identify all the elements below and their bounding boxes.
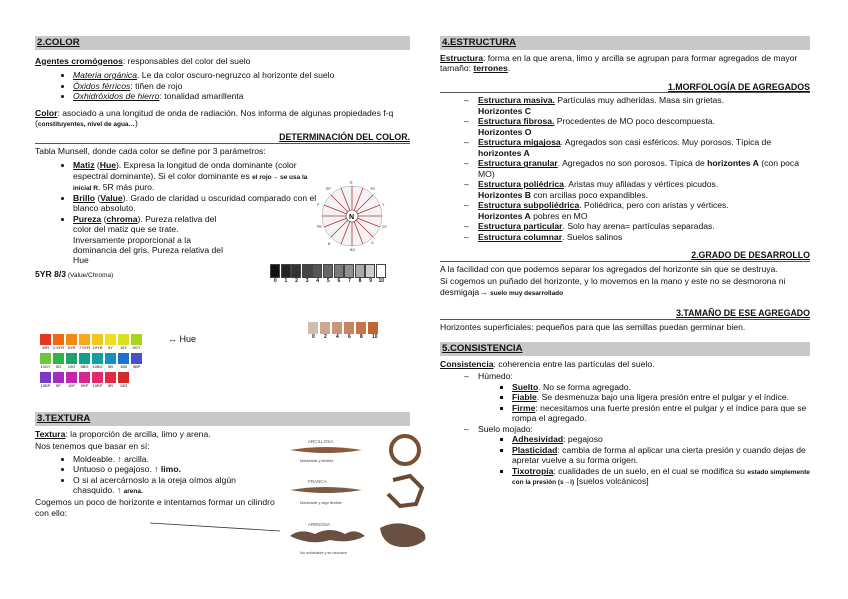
- wheel-letter: PB: [317, 225, 322, 229]
- chroma-scale: 0 2 4 6 8 10: [308, 322, 384, 340]
- estructura-heading: 4.ESTRUCTURA: [440, 36, 810, 50]
- list-item: ▪ Suelto. No se forma agregado.: [512, 382, 810, 392]
- textura-final: Cogemos un poco de horizonte e intentamos formar un cilindro con ello:: [35, 497, 275, 518]
- wheel-letter: GY: [382, 225, 388, 229]
- morfologia-heading: 1.MORFOLOGÍA DE AGREGADOS: [440, 82, 810, 94]
- list-item: • Oxhidróxidos de hierro: tonalidad amarillenta: [73, 91, 410, 101]
- color-paragraph: Color: asociado a una longitud de onda de radiación. Nos informa de algunas propiedades f-q (constituyentes, nivel de agua…): [35, 107, 394, 129]
- tamano-text: Horizontes superficiales: pequeños para que las semillas puedan germinar bien.: [440, 321, 746, 332]
- hue-chart: 10R 2.5YR 5YR 7.5YR 10YR 5Y 10Y 5GY 10GY 5G 10G 5BG 10BG 5B 10B 5BP 10BP 5P 10P 5RP 10RP 5R 10R: [40, 334, 142, 391]
- color-heading: 2.COLOR: [35, 36, 410, 50]
- list-item: • Untuoso o pegajoso. ↑ limo.: [73, 464, 278, 474]
- mojado-list: [478, 434, 810, 487]
- wheel-letter: RP: [326, 187, 331, 191]
- example-code: 5YR 8/3 (Value/Chroma): [35, 268, 114, 279]
- img-label: ARENOSA: [308, 522, 331, 527]
- list-item: ▪ Firme: necesitamos una fuerte presión entre el pulgar y el índice para que se rompa el agregado.: [512, 403, 810, 424]
- tamano-heading: 3.TAMAÑO DE ESE AGREGADO: [440, 308, 810, 320]
- agentes-paragraph: Agentes cromógenos: responsables del color del suelo: [35, 55, 251, 66]
- munsell-wheel-image: [316, 180, 388, 252]
- grado-heading: 2.GRADO DE DESARROLLO: [440, 250, 810, 262]
- list-item: – Estructura migajosa. Agregados son casi esféricos. Muy porosos. Típica de horizontes A: [478, 137, 810, 158]
- textura-def: Textura: la proporción de arcilla, limo y arena.: [35, 428, 211, 439]
- wheel-letter: YR: [370, 187, 375, 191]
- textura-heading: 3.TEXTURA: [35, 412, 410, 426]
- list-item: ▪ Tixotropía: cualidades de un suelo, en el cual se modifica su estado simplemente con la presión (s→l) [suelos volcánicos]: [512, 466, 810, 488]
- consistencia-list: [440, 371, 810, 487]
- hue-label: ↔ Hue: [168, 334, 197, 344]
- list-item: – Estructura fibrosa. Procedentes de MO poco descompuesta. Horizontes O: [478, 116, 810, 137]
- list-item: – Suelo mojado: ▪ Adhesividad: pegajoso ▪ Plasticidad: cambia de forma al aplicar una cierta presión y cuando dejas de apretar vuelve a su forma origen. ▪ Tixotropía: cualidades de un suelo, en el cual se modifica su estado simplemente con la presión (s→l) [suelos volcánicos]: [478, 424, 810, 488]
- img-label: Moldeable y algo flexible: [300, 501, 342, 505]
- list-item: • Óxidos férricos: tiñen de rojo: [73, 81, 410, 91]
- wheel-letter: Y: [382, 203, 385, 207]
- consistencia-heading: 5.CONSISTENCIA: [440, 342, 810, 356]
- agentes-list: [35, 70, 410, 101]
- list-item: – Estructura masiva. Partículas muy adheridas. Masa sin grietas. Horizontes C: [478, 95, 810, 116]
- estructura-list: [440, 95, 810, 242]
- determinacion-heading: DETERMINACIÓN DEL COLOR.: [35, 132, 410, 144]
- list-item: – Estructura columnar. Suelos salinos: [478, 232, 810, 242]
- list-item: – Estructura granular. Agregados no son porosos. Típica de horizontes A (con poca MO): [478, 158, 810, 179]
- list-item: – Húmedo: ▪ Suelto. No se forma agregado. ▪ Fiable. Se desmenuza bajo una ligera presión entre el pulgar y el índice. ▪ Firme: necesitamos una fuerte presión entre el pulgar y el índice para que se rompa el agregado.: [478, 371, 810, 423]
- estructura-def: Estructura: forma en la que arena, limo y arcilla se agrupan para formar agregados de mayor tamaño: terrones.: [440, 52, 798, 74]
- consistencia-def: Consistencia: coherencia entre las partículas del suelo.: [440, 358, 655, 369]
- list-item: • Brillo (Value). Grado de claridad u oscuridad comparado con el blanco absoluto.: [73, 193, 318, 214]
- list-item: • Pureza (chroma). Pureza relativa del color del matiz que se trate. Inversamente proporcional a la dominancia del gris. Pureza relativa del Hue: [73, 214, 233, 266]
- img-label: ARCILLOSA: [308, 439, 334, 444]
- wheel-letter: G: [371, 241, 374, 245]
- munsell-text: Tabla Munsell, donde cada color se define por 3 parámetros:: [35, 145, 266, 156]
- list-item: ▪ Adhesividad: pegajoso: [512, 434, 810, 444]
- wheel-letter: R: [350, 181, 353, 185]
- grado-text-1: A la facilidad con que podemos separar los agregados del horizonte sin que se destruya.: [440, 263, 778, 274]
- grado-text-2: Si cogemos un puñado del horizonte, y lo movemos en la mano y este no se desmorona ni desmigaja→ suelo muy desarrollado: [440, 276, 786, 297]
- list-item: ▪ Plasticidad: cambia de forma al aplicar una cierta presión y cuando dejas de apretar vuelve a su forma origen.: [512, 445, 810, 466]
- textura-image: [150, 428, 440, 558]
- wheel-letter: BG: [350, 248, 356, 252]
- list-item: • O si al acercárnoslo a la oreja oímos algún chasquido. ↑ arena.: [73, 475, 278, 496]
- params-list: [35, 160, 318, 266]
- value-scale: 0 1 2 3 4 5 6 7 8 9 10: [270, 264, 387, 284]
- list-item: ▪ Fiable. Se desmenuza bajo una ligera presión entre el pulgar y el índice.: [512, 392, 810, 402]
- right-column: [440, 36, 810, 487]
- wheel-letter: B: [328, 242, 331, 246]
- wheel-letter: P: [317, 203, 320, 207]
- list-item: – Estructura subpoliédrica. Poliédrica, pero con aristas y vértices. Horizontes A pobres en MO: [478, 200, 810, 221]
- list-item: • Moldeable. ↑ arcilla.: [73, 454, 278, 464]
- list-item: – Estructura poliédrica. Aristas muy afiladas y vértices picudos. Horizontes B con arcillas poco expandibles.: [478, 179, 810, 200]
- textura-intro: Nos tenemos que basar en sí:: [35, 441, 150, 452]
- img-label: FRANCA: [308, 479, 327, 484]
- humedo-list: [478, 382, 810, 424]
- img-label: Moldeable y flexible: [300, 459, 334, 463]
- list-item: – Estructura particular. Solo hay arena= partículas separadas.: [478, 221, 810, 231]
- wheel-center: N: [349, 214, 355, 221]
- list-item: • Materia orgánica. Le da color oscuro-negruzco al horizonte del suelo: [73, 70, 410, 80]
- list-item: • Matiz (Hue). Expresa la longitud de onda dominante (color espectral dominante). Si el color dominante es el rojo→ se usa la inicial R. 5R más puro.: [73, 160, 318, 192]
- img-label: No moldeable y se deshace: [300, 551, 347, 555]
